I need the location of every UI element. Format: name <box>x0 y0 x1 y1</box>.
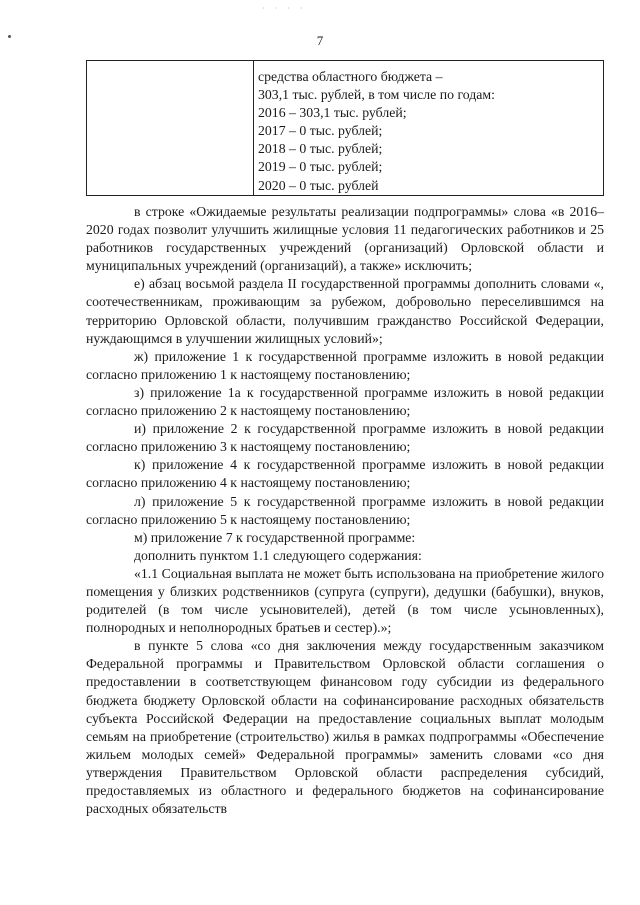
paragraph-point-1-1: «1.1 Социальная выплата не может быть использована на приобретение жилого помещения у близких родственников (супруга (супруги), дедушки (бабушки), внуков, родителей (в том числе усыновителей), детей (в том числе усыновленных), полнородных и неполнородных братьев и сестер).»; <box>86 565 604 636</box>
budget-line: 2016 – 303,1 тыс. рублей; <box>258 105 407 121</box>
budget-table-label-cell <box>87 61 254 196</box>
paragraph-item-l: л) приложение 5 к государственной программе изложить в новой редакции согласно приложению 5 к настоящему постановлению; <box>86 493 604 527</box>
paragraph-item-i: и) приложение 2 к государственной программе изложить в новой редакции согласно приложению 3 к настоящему постановлению; <box>86 421 604 455</box>
paragraph-point-5: в пункте 5 слова «со дня заключения между государственным заказчиком Федеральной программы и Правительством Орловской области соглашения о предоставлении в соответствующем финансовом году субсидии из федерального бюджета бюджету Орловской области на софинансирование расходных обязательств субъекта Российской Федерации на предоставление социальных выплат молодым семьям на приобретение (строительство) жилья в рамках подпрограммы «Обеспечение жильем молодых семей» Федеральной программы» заменить словами «со дня утверждения Правительством Орловской области распределения субсидий, предоставляемых из областного и федерального бюджетов на софинансирование расходных обязательств <box>86 638 604 817</box>
paragraph-item-z: з) приложение 1а к государственной программе изложить в новой редакции согласно приложению 2 к настоящему постановлению; <box>86 384 604 419</box>
budget-line: 2018 – 0 тыс. рублей; <box>258 141 383 157</box>
scan-artifact-marks: · · · · <box>262 4 307 13</box>
budget-line: 2019 – 0 тыс. рублей; <box>258 159 383 175</box>
paragraph-item-zh: ж) приложение 1 к государственной программе изложить в новой редакции согласно приложению 1 к настоящему постановлению; <box>86 348 604 382</box>
budget-line: 2017 – 0 тыс. рублей; <box>258 123 383 139</box>
paragraph-item-m: м) приложение 7 к государственной программе: <box>134 529 416 545</box>
paragraph-expected-results: в строке «Ожидаемые результаты реализации подпрограммы» слова «в 2016–2020 годах позволит улучшить жилищные условия 11 педагогических работников и 25 работников государственных учреждений (организаций) Орловской области и муниципальных учреждений (организаций), а также» исключить; <box>86 204 604 274</box>
paragraph-add-point: дополнить пунктом 1.1 следующего содержания: <box>134 547 422 563</box>
page-number: 7 <box>316 33 324 48</box>
budget-table-value-cell <box>254 61 604 196</box>
budget-line: средства областного бюджета – <box>258 69 443 84</box>
budget-line: 2020 – 0 тыс. рублей <box>258 177 379 193</box>
document-body <box>86 203 604 818</box>
paragraph-item-e: е) абзац восьмой раздела II государственной программы дополнить словами «, соотечественникам, проживающим за рубежом, добровольно переселившимся на территорию Орловской области, получившим гражданство Российской Федерации, нуждающимся в улучшении жилищных условий»; <box>86 276 604 346</box>
paragraph-item-k: к) приложение 4 к государственной программе изложить в новой редакции согласно приложению 4 к настоящему постановлению; <box>86 457 604 491</box>
budget-table <box>86 60 604 196</box>
budget-line: 303,1 тыс. рублей, в том числе по годам: <box>258 87 495 103</box>
budget-table-row <box>87 61 604 196</box>
